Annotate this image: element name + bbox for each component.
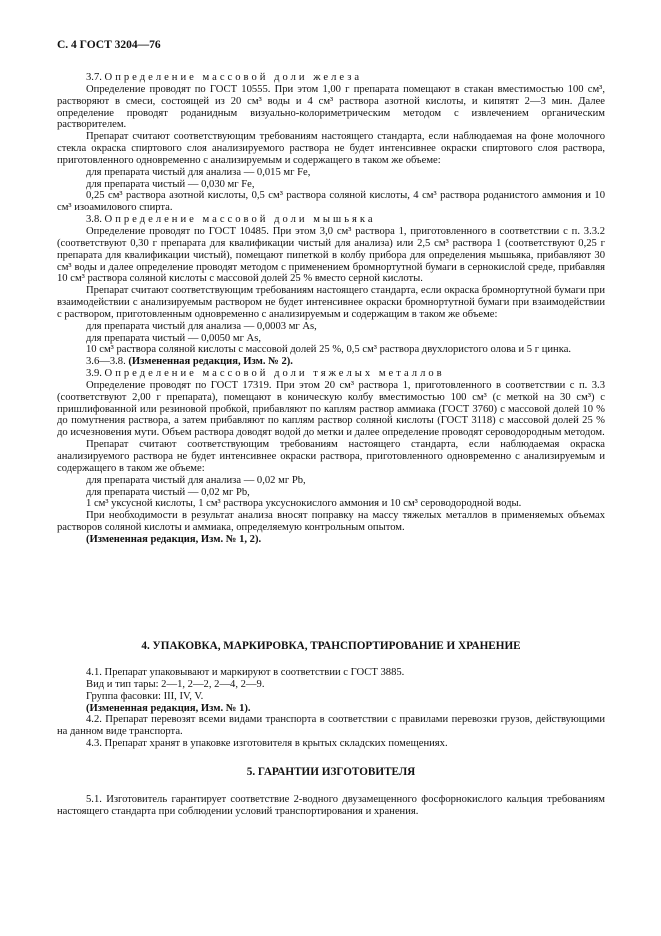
amendment-note: (Измененная редакция, Изм. № 1, 2). — [86, 533, 262, 545]
list-item: для препарата чистый — 0,030 мг Fe, — [86, 178, 255, 190]
list-item: для препарата чистый для анализа — 0,015 мг Fe, — [86, 166, 311, 178]
paragraph: Группа фасовки: III, IV, V. — [86, 690, 204, 702]
paragraph: Определение проводят по ГОСТ 10555. При этом 1,00 г препарата помещают в стакан вместимостью 100 см³, растворяют в смеси, состоящей из 20 см³ воды и 4 см³ раствора азотной кислоты, и кипятят 2—3 мин. Далее определение проводят роданидным визуально-колориметрическим методом с извлечением органическим растворителем. — [57, 83, 605, 131]
amendment-text: (Измененная редакция, Изм. № 2). — [128, 356, 293, 368]
paragraph: 4.3. Препарат хранят в упаковке изготовителя в крытых складских помещениях. — [86, 738, 448, 750]
paragraph: 1 см³ уксусной кислоты, 1 см³ раствора уксуснокислого аммония и 10 см³ сероводородной воды. — [86, 498, 522, 510]
paragraph: 0,25 см³ раствора азотной кислоты, 0,5 см³ раствора соляной кислоты, 4 см³ раствора роданистого аммония и 10 см³ изоамилового спирта. — [57, 190, 605, 214]
paragraph: 5.1. Изготовитель гарантирует соответствие 2-водного двузамещенного фосфорнокислого кальция требованиям настоящего стандарта при соблюдении условий транспортирования и хранения. — [57, 794, 605, 817]
clause-title: Определение массовой доли тяжелых металлов — [104, 368, 445, 380]
paragraph: Вид и тип тары: 2—1, 2—2, 2—4, 2—9. — [86, 678, 265, 690]
subsection-3-9-heading — [57, 368, 605, 380]
section-4-title: 4. УПАКОВКА, МАРКИРОВКА, ТРАНСПОРТИРОВАНИЕ И ХРАНЕНИЕ — [141, 640, 521, 652]
clause-number: 3.6—3.8. — [86, 356, 129, 368]
clause-title: Определение массовой доли железа — [104, 72, 363, 83]
paragraph: При необходимости в результат анализа вносят поправку на массу тяжелых металлов в применяемых объемах растворов соляной кислоты и аммиака, определяемую контрольным опытом. — [57, 510, 605, 534]
subsection-3-7-heading — [57, 72, 605, 84]
paragraph: Препарат считают соответствующим требованиям настоящего стандарта, если окраска бромнортутной бумаги при взаимодействии с анализируемым раствором не будет интенсивнее окраски бромнортутной бумаги при взаимодействии с раствором, приготовленным одновременно с анализируемым и содержащим в таком же объеме: — [57, 285, 605, 320]
section-5-text — [57, 794, 605, 818]
amendment-note: (Измененная редакция, Изм. № 1). — [86, 702, 251, 714]
subsection-3-8-heading — [57, 214, 605, 226]
list-item: для препарата чистый для анализа — 0,02 мг Pb, — [86, 474, 306, 486]
clause-title: Определение массовой доли мышьяка — [104, 214, 376, 226]
clause-number: 3.7. — [86, 72, 105, 83]
list-item: для препарата чистый — 0,02 мг Pb, — [86, 486, 250, 498]
clause-number: 3.8. — [86, 214, 105, 226]
paragraph: 4.2. Препарат перевозят всеми видами транспорта в соответствии с правилами перевозки грузов, действующими на данном виде транспорта. — [57, 714, 605, 738]
section-4-text — [57, 667, 605, 750]
list-item: для препарата чистый для анализа — 0,0003 мг As, — [86, 320, 317, 332]
paragraph: Определение проводят по ГОСТ 17319. При этом 20 см³ раствора 1, приготовленного в соответствии с п. 3.3 (соответствуют 2,00 г препарата), помещают в коническую колбу вместимостью 100 см³ (с меткой на 30 см³) с пришлифованной или резиновой пробкой, прибавляют по каплям раствор аммиака (ГОСТ 3760) с массовой долей 10 % до помутнения раствора, а затем прибавляют по каплям раствор соляной кислоты (ГОСТ 3118) с массовой долей 25 % до исчезновения мути. Объем раствора доводят водой до метки и далее определение проводят сероводородным методом. — [57, 379, 605, 439]
page-header: С. 4 ГОСТ 3204—76 — [57, 39, 161, 51]
paragraph: Определение проводят по ГОСТ 10485. При этом 3,0 см³ раствора 1, приготовленного в соответствии с п. 3.3.2 (соответствуют 0,30 г препарата для квалификации чистый для анализа) или 2,5 см³ раствора 1 (соответствуют 0,25 г препарата для квалификации чистый), помещают пипеткой в колбу прибора для определения мышьяка, прибавляют 30 см³ воды и далее определение проводят методом с применением бромнортутной бумаги в сернокислой среде, прибавляя 10 см³ раствора соляной кислоты с массовой долей 25 % вместо серной кислоты. — [57, 225, 605, 285]
paragraph: Препарат считают соответствующим требованиям настоящего стандарта, если наблюдаемая окраска анализируемого раствора не будет интенсивнее окраски раствора, приготовленного одновременно с анализируемым и содержащего в таком же объеме: — [57, 439, 605, 474]
paragraph: 4.1. Препарат упаковывают и маркируют в соответствии с ГОСТ 3885. — [86, 667, 405, 678]
list-item: для препарата чистый — 0,0050 мг As, — [86, 332, 261, 344]
paragraph: Препарат считают соответствующим требованиям настоящего стандарта, если наблюдаемая на фоне молочного стекла окраска спиртового слоя анализируемого раствора не будет интенсивнее окраски спиртового слоя раствора, приготовленного одновременно с анализируемым и содержащего в таком же объеме: — [57, 131, 605, 166]
section-5-title: 5. ГАРАНТИИ ИЗГОТОВИТЕЛЯ — [246, 766, 416, 778]
amendment-note — [57, 356, 605, 368]
section-3-text — [57, 72, 605, 546]
clause-number: 3.9. — [86, 368, 105, 380]
paragraph: 10 см³ раствора соляной кислоты с массовой долей 25 %, 0,5 см³ раствора двухлористого олова и 5 г цинка. — [86, 344, 572, 356]
